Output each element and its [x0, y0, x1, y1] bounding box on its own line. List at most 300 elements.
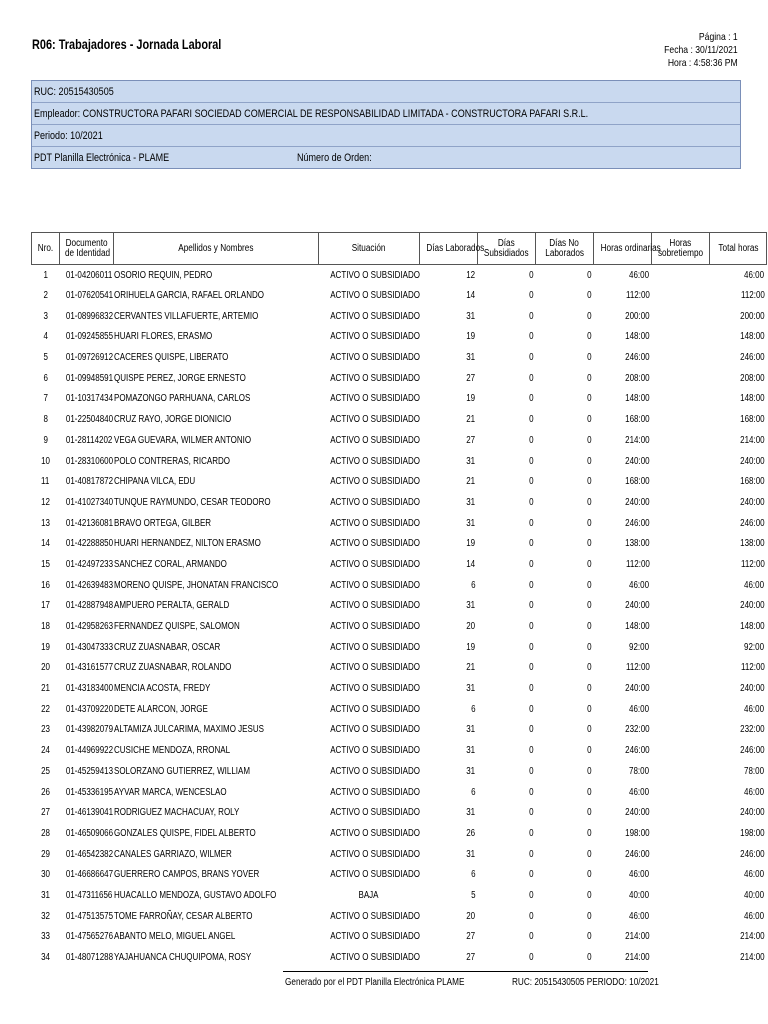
total-hours-cell [710, 285, 767, 306]
days-not-worked: 0 [587, 683, 592, 695]
row-number-cell [32, 554, 60, 575]
col-horas-ordinarias-header: Horas ordinarias [594, 233, 652, 265]
row-number-cell [32, 761, 60, 782]
regular-hours-cell [594, 761, 652, 782]
table-row [32, 471, 767, 492]
days-worked-cell [420, 720, 478, 741]
days-worked: 21 [466, 476, 476, 488]
status-cell [319, 575, 420, 596]
status-cell [319, 927, 420, 948]
full-name: FERNANDEZ QUISPE, SALOMON [113, 621, 240, 633]
days-not-worked: 0 [587, 476, 592, 488]
document-id: 01-45336195 [65, 786, 113, 798]
days-subsidized: 0 [529, 931, 534, 943]
days-worked-cell [420, 947, 478, 968]
regular-hours-cell [594, 265, 652, 286]
days-not-worked: 0 [587, 724, 592, 736]
status: ACTIVO O SUBSIDIADO [329, 910, 420, 922]
days-subsidized-cell [478, 389, 536, 410]
document-id-cell [60, 451, 114, 472]
document-id-cell [60, 533, 114, 554]
table-row [32, 947, 767, 968]
days-not-worked: 0 [587, 952, 592, 964]
document-id-cell [60, 782, 114, 803]
table-row [32, 906, 767, 927]
full-name-cell [114, 265, 319, 286]
regular-hours-cell [594, 327, 652, 348]
status-cell [319, 637, 420, 658]
document-id-cell [60, 596, 114, 617]
full-name: YAJAHUANCA CHUQUIPOMA, ROSY [113, 952, 251, 964]
days-not-worked-cell [536, 864, 594, 885]
document-id: 01-10317434 [65, 393, 113, 405]
days-subsidized-cell [478, 409, 536, 430]
days-subsidized-cell [478, 782, 536, 803]
document-id: 01-43161577 [65, 662, 113, 674]
row-number-cell [32, 389, 60, 410]
full-name: HUARI HERNANDEZ, NILTON ERASMO [113, 538, 261, 550]
row-number: 14 [41, 538, 50, 550]
footer-ruc-period: RUC: 20515430505 PERIODO: 10/2021 [512, 977, 659, 988]
total-hours: 78:00 [744, 765, 765, 777]
overtime-hours-cell [652, 575, 710, 596]
pdt-text: PDT Planilla Electrónica - PLAME [34, 152, 170, 164]
status: ACTIVO O SUBSIDIADO [329, 393, 420, 405]
document-id: 01-46542382 [65, 848, 113, 860]
days-worked-cell [420, 285, 478, 306]
row-number: 13 [41, 517, 50, 529]
regular-hours: 138:00 [625, 538, 650, 550]
days-worked-cell [420, 368, 478, 389]
table-row [32, 596, 767, 617]
full-name-cell [114, 678, 319, 699]
col-dias-no-laborados-header: Días No Laborados [536, 233, 594, 265]
total-hours: 46:00 [744, 869, 765, 881]
total-hours: 198:00 [740, 827, 765, 839]
row-number: 15 [41, 558, 50, 570]
total-hours-cell [710, 740, 767, 761]
days-worked: 6 [471, 869, 476, 881]
days-worked: 26 [466, 827, 476, 839]
regular-hours: 46:00 [629, 869, 650, 881]
days-subsidized-cell [478, 720, 536, 741]
regular-hours: 214:00 [625, 434, 650, 446]
document-id-cell [60, 471, 114, 492]
full-name-cell [114, 761, 319, 782]
days-worked: 31 [466, 496, 476, 508]
total-hours: 208:00 [740, 372, 765, 384]
days-not-worked: 0 [587, 372, 592, 384]
table-row [32, 658, 767, 679]
days-worked: 31 [466, 600, 476, 612]
document-id-cell [60, 554, 114, 575]
days-not-worked: 0 [587, 910, 592, 922]
days-worked-cell [420, 471, 478, 492]
document-id-cell [60, 844, 114, 865]
full-name-cell [114, 513, 319, 534]
days-not-worked: 0 [587, 848, 592, 860]
total-hours: 46:00 [744, 703, 765, 715]
days-worked: 31 [466, 807, 476, 819]
total-hours-cell [710, 802, 767, 823]
table-body [32, 265, 767, 968]
regular-hours-cell [594, 927, 652, 948]
document-id-cell [60, 947, 114, 968]
days-subsidized: 0 [529, 310, 534, 322]
overtime-hours-cell [652, 513, 710, 534]
status-cell [319, 699, 420, 720]
status-cell [319, 492, 420, 513]
col-nombres-header: Apellidos y Nombres [114, 233, 319, 265]
days-worked: 20 [466, 910, 476, 922]
days-not-worked: 0 [587, 600, 592, 612]
regular-hours-cell [594, 947, 652, 968]
document-id: 01-28114202 [65, 434, 112, 446]
regular-hours-cell [594, 864, 652, 885]
document-id-cell [60, 389, 114, 410]
total-hours: 112:00 [740, 558, 765, 570]
row-number: 24 [41, 745, 50, 757]
table-row [32, 451, 767, 472]
overtime-hours-cell [652, 844, 710, 865]
row-number-cell [32, 802, 60, 823]
days-worked-cell [420, 347, 478, 368]
regular-hours: 168:00 [625, 414, 650, 426]
document-id: 01-41027340 [65, 496, 113, 508]
table-row [32, 430, 767, 451]
full-name-cell [114, 699, 319, 720]
days-worked-cell [420, 533, 478, 554]
overtime-hours-cell [652, 368, 710, 389]
row-number-cell [32, 947, 60, 968]
full-name: VEGA GUEVARA, WILMER ANTONIO [113, 434, 251, 446]
status: ACTIVO O SUBSIDIADO [329, 352, 420, 364]
status: ACTIVO O SUBSIDIADO [329, 579, 420, 591]
table-row [32, 368, 767, 389]
days-not-worked: 0 [587, 517, 592, 529]
days-not-worked-cell [536, 678, 594, 699]
full-name: AMPUERO PERALTA, GERALD [113, 600, 229, 612]
days-worked: 27 [466, 931, 476, 943]
row-number-cell [32, 575, 60, 596]
row-number-cell [32, 596, 60, 617]
days-subsidized-cell [478, 616, 536, 637]
total-hours-cell [710, 658, 767, 679]
total-hours: 240:00 [740, 496, 765, 508]
total-hours-cell [710, 306, 767, 327]
row-number-cell [32, 699, 60, 720]
days-worked-cell [420, 554, 478, 575]
regular-hours-cell [594, 844, 652, 865]
overtime-hours-cell [652, 947, 710, 968]
regular-hours-cell [594, 596, 652, 617]
full-name: OSORIO REQUIN, PEDRO [113, 269, 212, 281]
status-cell [319, 782, 420, 803]
total-hours: 246:00 [740, 352, 765, 364]
full-name-cell [114, 471, 319, 492]
row-number: 4 [43, 331, 48, 343]
document-id: 01-42639483 [65, 579, 113, 591]
document-id-cell [60, 761, 114, 782]
status: ACTIVO O SUBSIDIADO [329, 372, 420, 384]
total-hours-cell [710, 864, 767, 885]
regular-hours-cell [594, 906, 652, 927]
overtime-hours-cell [652, 596, 710, 617]
row-number-cell [32, 471, 60, 492]
report-title: R06: Trabajadores - Jornada Laboral [32, 36, 222, 52]
overtime-hours-cell [652, 285, 710, 306]
total-hours: 112:00 [740, 290, 765, 302]
table-row [32, 740, 767, 761]
overtime-hours-cell [652, 554, 710, 575]
days-not-worked: 0 [587, 269, 592, 281]
days-not-worked-cell [536, 347, 594, 368]
regular-hours: 240:00 [625, 683, 650, 695]
row-number-cell [32, 513, 60, 534]
document-id: 01-04206011 [65, 269, 112, 281]
row-number: 21 [41, 683, 50, 695]
full-name-cell [114, 658, 319, 679]
days-worked-cell [420, 782, 478, 803]
status: ACTIVO O SUBSIDIADO [329, 827, 420, 839]
status: ACTIVO O SUBSIDIADO [329, 931, 420, 943]
document-id-cell [60, 699, 114, 720]
full-name: TUNQUE RAYMUNDO, CESAR TEODORO [113, 496, 271, 508]
total-hours: 46:00 [744, 910, 765, 922]
days-subsidized-cell [478, 823, 536, 844]
days-worked-cell [420, 616, 478, 637]
days-subsidized: 0 [529, 476, 534, 488]
document-id: 01-07620541 [65, 290, 113, 302]
full-name: CANALES GARRIAZO, WILMER [113, 848, 232, 860]
total-hours-cell [710, 492, 767, 513]
full-name: GUERRERO CAMPOS, BRANS YOVER [113, 869, 259, 881]
days-not-worked-cell [536, 368, 594, 389]
document-id-cell [60, 430, 114, 451]
days-not-worked-cell [536, 327, 594, 348]
total-hours-cell [710, 327, 767, 348]
full-name-cell [114, 844, 319, 865]
regular-hours: 240:00 [625, 807, 650, 819]
days-not-worked: 0 [587, 786, 592, 798]
total-hours: 148:00 [740, 621, 765, 633]
workers-table [31, 232, 767, 968]
days-not-worked-cell [536, 906, 594, 927]
full-name-cell [114, 409, 319, 430]
days-not-worked-cell [536, 575, 594, 596]
overtime-hours-cell [652, 327, 710, 348]
regular-hours: 46:00 [629, 269, 650, 281]
regular-hours-cell [594, 637, 652, 658]
status-cell [319, 947, 420, 968]
days-subsidized-cell [478, 471, 536, 492]
total-hours: 232:00 [740, 724, 765, 736]
total-hours-cell [710, 720, 767, 741]
full-name: CRUZ RAYO, JORGE DIONICIO [113, 414, 231, 426]
total-hours-cell [710, 368, 767, 389]
full-name-cell [114, 720, 319, 741]
row-number: 31 [41, 889, 50, 901]
status: ACTIVO O SUBSIDIADO [329, 745, 420, 757]
days-worked-cell [420, 699, 478, 720]
document-id: 01-47311656 [65, 889, 112, 901]
row-number-cell [32, 906, 60, 927]
document-id: 01-42288850 [65, 538, 113, 550]
overtime-hours-cell [652, 927, 710, 948]
row-number: 7 [43, 393, 48, 405]
total-hours: 200:00 [740, 310, 765, 322]
days-not-worked-cell [536, 513, 594, 534]
regular-hours: 168:00 [625, 476, 650, 488]
row-number: 1 [43, 269, 48, 281]
table-row [32, 492, 767, 513]
table-row [32, 927, 767, 948]
days-not-worked-cell [536, 761, 594, 782]
regular-hours-cell [594, 885, 652, 906]
total-hours-cell [710, 947, 767, 968]
full-name: CHIPANA VILCA, EDU [113, 476, 195, 488]
days-worked-cell [420, 306, 478, 327]
days-not-worked: 0 [587, 434, 592, 446]
full-name: QUISPE PEREZ, JORGE ERNESTO [113, 372, 246, 384]
col-horas-sobretiempo-header: Horas sobretiempo [652, 233, 710, 265]
days-not-worked: 0 [587, 662, 592, 674]
days-not-worked: 0 [587, 931, 592, 943]
document-id-cell [60, 864, 114, 885]
days-worked-cell [420, 327, 478, 348]
total-hours-cell [710, 596, 767, 617]
full-name-cell [114, 389, 319, 410]
days-not-worked-cell [536, 844, 594, 865]
regular-hours-cell [594, 720, 652, 741]
total-hours-cell [710, 265, 767, 286]
status: ACTIVO O SUBSIDIADO [329, 683, 420, 695]
status: ACTIVO O SUBSIDIADO [329, 786, 420, 798]
full-name: ORIHUELA GARCIA, RAFAEL ORLANDO [113, 290, 264, 302]
days-subsidized-cell [478, 864, 536, 885]
full-name-cell [114, 616, 319, 637]
days-not-worked-cell [536, 306, 594, 327]
col-dias-subsidiados-header: Días Subsidiados [478, 233, 536, 265]
row-number: 25 [41, 765, 50, 777]
days-subsidized-cell [478, 761, 536, 782]
status-cell [319, 761, 420, 782]
total-hours-cell [710, 782, 767, 803]
regular-hours: 200:00 [625, 310, 650, 322]
full-name: CRUZ ZUASNABAR, OSCAR [113, 641, 220, 653]
row-number-cell [32, 637, 60, 658]
total-hours: 214:00 [740, 952, 765, 964]
row-number-cell [32, 844, 60, 865]
row-number: 22 [41, 703, 50, 715]
overtime-hours-cell [652, 678, 710, 699]
regular-hours: 246:00 [625, 352, 650, 364]
col-nro-header: Nro. [32, 233, 60, 265]
overtime-hours-cell [652, 802, 710, 823]
document-id: 01-46686647 [65, 869, 113, 881]
status: ACTIVO O SUBSIDIADO [329, 807, 420, 819]
overtime-hours-cell [652, 409, 710, 430]
table-row [32, 616, 767, 637]
regular-hours-cell [594, 616, 652, 637]
regular-hours-cell [594, 513, 652, 534]
full-name: POLO CONTRERAS, RICARDO [113, 455, 230, 467]
days-subsidized: 0 [529, 703, 534, 715]
status-cell [319, 844, 420, 865]
days-worked: 19 [466, 538, 476, 550]
full-name: DETE ALARCON, JORGE [113, 703, 208, 715]
total-hours: 168:00 [740, 414, 765, 426]
days-subsidized: 0 [529, 848, 534, 860]
full-name-cell [114, 347, 319, 368]
document-id-cell [60, 347, 114, 368]
status-cell [319, 885, 420, 906]
document-id-cell [60, 658, 114, 679]
days-worked: 6 [471, 579, 476, 591]
regular-hours-cell [594, 306, 652, 327]
row-number-cell [32, 285, 60, 306]
days-worked: 21 [466, 414, 476, 426]
total-hours: 46:00 [744, 579, 765, 591]
days-not-worked: 0 [587, 331, 592, 343]
days-worked: 21 [466, 662, 476, 674]
days-worked-cell [420, 492, 478, 513]
days-worked: 19 [466, 393, 476, 405]
days-worked-cell [420, 761, 478, 782]
full-name-cell [114, 306, 319, 327]
row-number-cell [32, 368, 60, 389]
regular-hours: 46:00 [629, 786, 650, 798]
status: ACTIVO O SUBSIDIADO [329, 310, 420, 322]
regular-hours: 148:00 [625, 393, 650, 405]
row-number: 3 [43, 310, 48, 322]
days-worked-cell [420, 658, 478, 679]
row-number-cell [32, 616, 60, 637]
total-hours-cell [710, 347, 767, 368]
document-id: 01-48071288 [65, 952, 113, 964]
employer-info-box [31, 80, 741, 169]
regular-hours-cell [594, 430, 652, 451]
total-hours: 246:00 [740, 745, 765, 757]
table-row [32, 285, 767, 306]
regular-hours-cell [594, 782, 652, 803]
days-subsidized-cell [478, 575, 536, 596]
days-not-worked-cell [536, 637, 594, 658]
status: ACTIVO O SUBSIDIADO [329, 765, 420, 777]
row-number: 6 [43, 372, 48, 384]
full-name: BRAVO ORTEGA, GILBER [113, 517, 211, 529]
days-subsidized-cell [478, 554, 536, 575]
total-hours: 92:00 [744, 641, 765, 653]
days-worked: 14 [466, 290, 476, 302]
table-row [32, 782, 767, 803]
full-name-cell [114, 802, 319, 823]
days-subsidized: 0 [529, 517, 534, 529]
days-worked-cell [420, 802, 478, 823]
days-subsidized: 0 [529, 352, 534, 364]
document-id: 01-46509066 [65, 827, 113, 839]
days-subsidized: 0 [529, 579, 534, 591]
status-cell [319, 823, 420, 844]
days-subsidized: 0 [529, 683, 534, 695]
full-name-cell [114, 554, 319, 575]
days-not-worked-cell [536, 285, 594, 306]
days-subsidized: 0 [529, 889, 534, 901]
document-id-cell [60, 740, 114, 761]
regular-hours: 246:00 [625, 517, 650, 529]
days-not-worked-cell [536, 740, 594, 761]
overtime-hours-cell [652, 471, 710, 492]
